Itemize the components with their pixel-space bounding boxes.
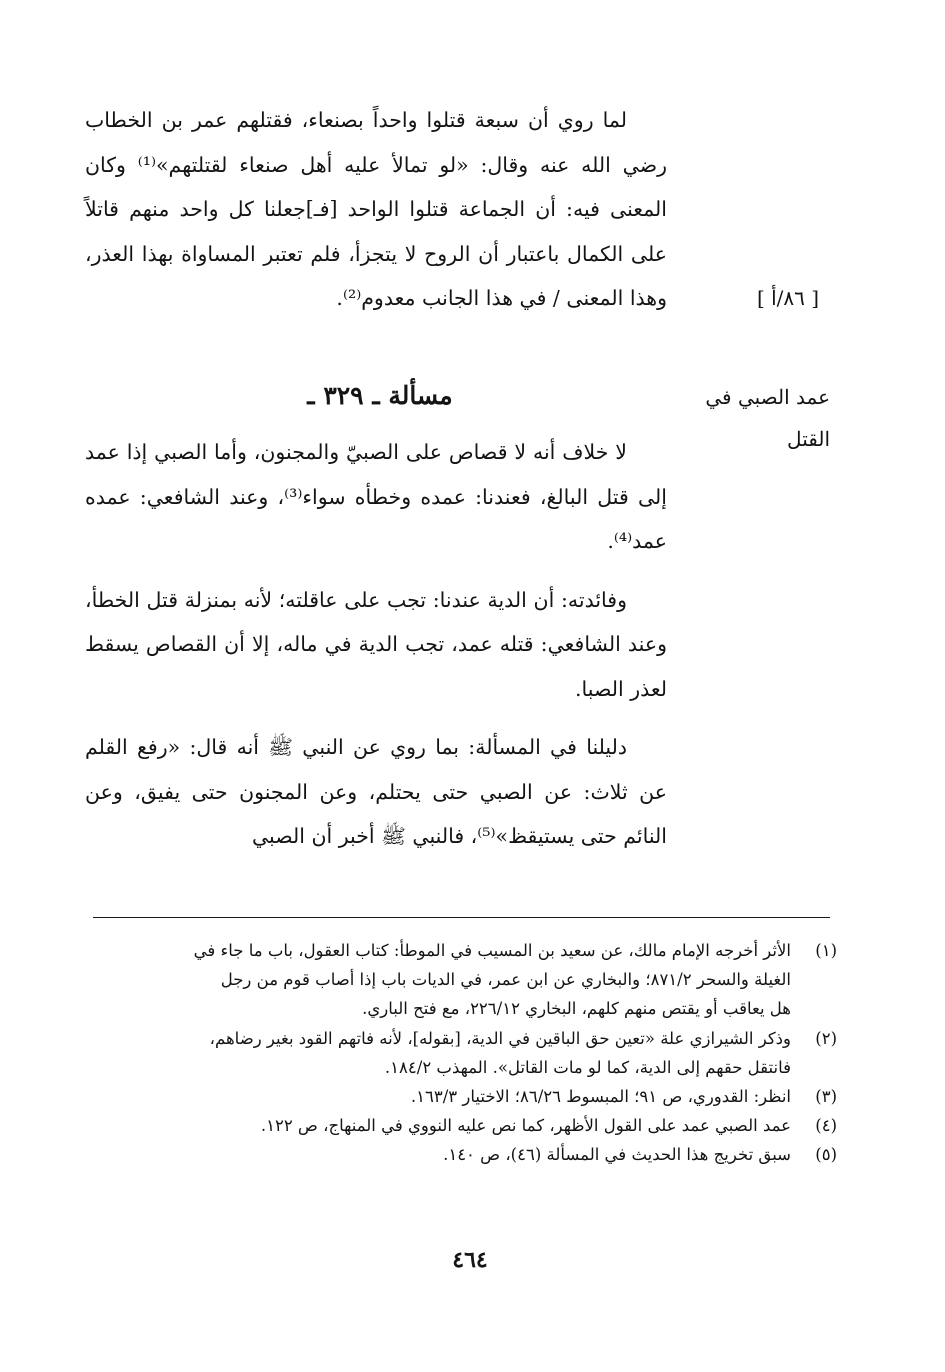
footnote-line: عمد الصبي عمد على القول الأظهر، كما نص عليه النووي في المنهاج، ص ١٢٢.: [260, 1116, 791, 1136]
footnote-line: فانتقل حقهم إلى الدية، كما لو مات القاتل». المهذب ١٨٤/٢.: [384, 1057, 791, 1077]
footnote-text: [87, 1082, 797, 1111]
body-block-top: [85, 98, 667, 321]
footnote-text: [87, 1024, 797, 1082]
footnote-4: [87, 1111, 837, 1140]
footnote-number: (٢): [815, 1028, 837, 1048]
footnote-line: الأثر أخرجه الإمام مالك، عن سعيد بن المسيب في الموطأ: كتاب العقول، باب ما جاء في: [193, 941, 791, 960]
margin-note-line-1: عمد الصبي في: [705, 385, 830, 409]
folio-marker: [ ٨٦/أ ]: [756, 286, 820, 310]
page-number: ٤٦٤: [452, 1247, 488, 1273]
footnote-number: (٤): [815, 1116, 837, 1136]
footnote-line: انظر: القدوري، ص ٩١؛ المبسوط ٨٦/٢٦؛ الاختيار ١٦٣/٣.: [410, 1087, 791, 1107]
body-block-main: [85, 430, 667, 859]
footnote-3: [87, 1082, 837, 1111]
footnote-5: [87, 1140, 837, 1169]
footnote-number: (١): [815, 941, 837, 960]
paragraph-evidence: دليلنا في المسألة: بما روي عن النبي ﷺ أنه قال: «رفع القلم عن ثلاث: عن الصبي حتى يحتلم، وعن المجنون حتى يفيق، وعن النائم حتى يستيقظ»⁽⁵⁾، فالنبي ﷺ أخبر أن الصبي: [85, 735, 667, 848]
footnote-text: [87, 936, 797, 1024]
footnote-line: الغيلة والسحر ٨٧١/٢؛ والبخاري عن ابن عمر، في الديات باب إذا أصاب قوم من رجل: [220, 970, 791, 990]
paragraph-no-dispute: لا خلاف أنه لا قصاص على الصبيّ والمجنون، وأما الصبي إذا عمد إلى قتل البالغ، فعندنا: عمده وخطأه سواء⁽³⁾، وعند الشافعي: عمده عمد⁽⁴⁾.: [85, 440, 667, 553]
footnote-line: سبق تخريج هذا الحديث في المسألة (٤٦)، ص ١٤٠.: [443, 1145, 791, 1165]
footnote-text: [87, 1140, 797, 1169]
footnote-line: وذكر الشيرازي علة «تعين حق الباقين في الدية، [بقوله]، لأنه فاتهم القود بغير رضاهم،: [209, 1028, 791, 1048]
masala-heading: مسألة ـ ٣٢٩ ـ: [307, 381, 453, 410]
footnote-number: (٥): [815, 1145, 837, 1165]
footnote-line: هل يعاقب أو يقتص منهم كلهم، البخاري ٢٢٦/١٢، مع فتح الباري.: [362, 999, 791, 1019]
footnotes: [87, 936, 837, 1170]
footnote-2: [87, 1024, 837, 1082]
footnote-divider: [93, 917, 830, 918]
footnote-1: [87, 936, 837, 1024]
margin-note-line-2: القتل: [787, 427, 830, 451]
footnote-text: [87, 1111, 797, 1140]
footnote-number: (٣): [815, 1087, 837, 1107]
paragraph-benefit: وفائدته: أن الدية عندنا: تجب على عاقلته؛ لأنه بمنزلة قتل الخطأ، وعند الشافعي: قتله عمد، تجب الدية في ماله، إلا أن القصاص يسقط لعذر الصبا.: [85, 587, 667, 701]
margin-note: [690, 376, 830, 460]
paragraph-top: لما روي أن سبعة قتلوا واحداً بصنعاء، فقتلهم عمر بن الخطاب رضي الله عنه وقال: «لو تمالأ عليه أهل صنعاء لقتلتهم»⁽¹⁾ وكان المعنى فيه: أن الجماعة قتلوا الواحد [فـ]جعلنا كل واحد منهم قاتلاً على الكمال باعتبار أن الروح لا يتجزأ، فلم تعتبر المساواة بهذا العذر، وهذا المعنى / في هذا الجانب معدوم⁽²⁾.: [85, 108, 668, 310]
